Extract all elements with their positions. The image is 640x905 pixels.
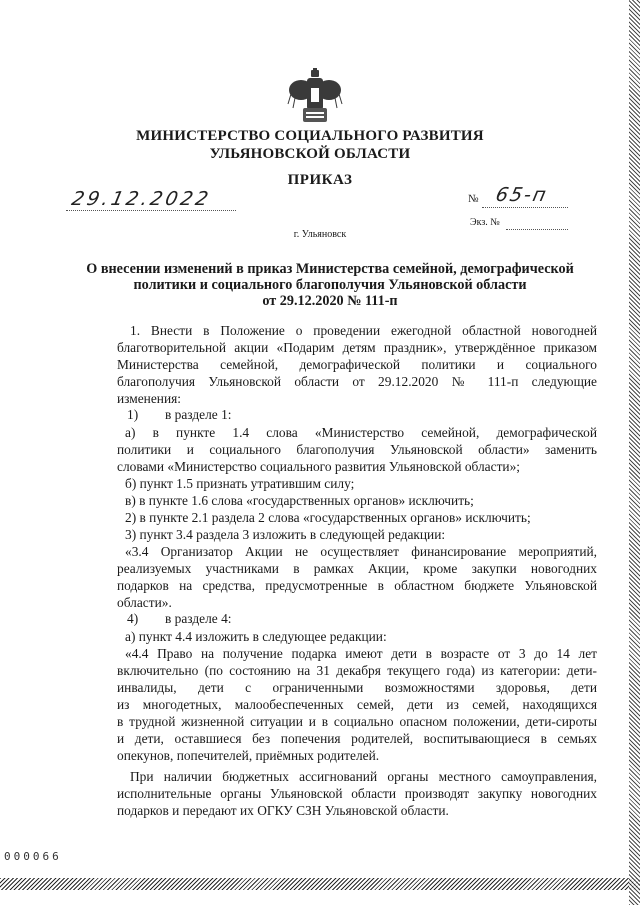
body-line: благотворительной акции «Подарим детям праздник», утверждённое приказом <box>117 340 597 355</box>
order-title-line2: политики и социального благополучия Ульяновской области <box>133 277 527 293</box>
scan-edge-bottom <box>0 878 640 890</box>
copy-number-label: Экз. № <box>470 217 500 228</box>
body-line: опекунов, попечителей, приёмных родителей. <box>117 748 380 763</box>
body-line: реализуемых участниками в рамках Акции, кроме закупки новогодних <box>117 561 597 576</box>
document-type: ПРИКАЗ <box>287 172 353 188</box>
body-line: и дети, оставшиеся без попечения родителей, воспитывающиеся в семьях <box>117 731 597 746</box>
body-line: политики и социального благополучия Ульяновской области» заменить <box>117 442 597 457</box>
list-number: 1) <box>127 407 139 422</box>
copy-number-underline <box>506 229 568 230</box>
body-line: «3.4 Организатор Акции не осуществляет финансирование мероприятий, <box>125 544 597 559</box>
body-line: в) в пункте 1.6 слова «государственных органов» исключить; <box>125 493 474 508</box>
body-line: включительно (по состоянию на 31 декабря текущего года) из категории: дети- <box>117 663 597 678</box>
body-line: 2) в пункте 2.1 раздела 2 слова «государственных органов» исключить; <box>125 510 531 525</box>
ministry-name-line2: УЛЬЯНОВСКОЙ ОБЛАСТИ <box>209 146 411 162</box>
number-underline <box>482 207 568 208</box>
body-line: Министерства семейной, демографической политики и социального <box>117 357 597 372</box>
body-line: изменения: <box>117 391 182 406</box>
body-line: словами «Министерство социального развития Ульяновской области»; <box>117 459 521 474</box>
date-underline <box>66 210 236 211</box>
body-line: исполнительные органы Ульяновской области производят закупку новогодних <box>117 786 597 801</box>
body-line: а) пункт 4.4 изложить в следующее редакции: <box>125 629 387 644</box>
body-line: области». <box>117 595 172 610</box>
body-line: инвалиды, дети с ограниченными возможностями здоровья, дети <box>117 680 597 695</box>
handwritten-number: 65-п <box>493 184 550 206</box>
body-line: «4.4 Право на получение подарка имеют дети в возрасте от 3 до 14 лет <box>125 646 597 661</box>
order-title-line1: О внесении изменений в приказ Министерства семейной, демографической <box>86 261 574 277</box>
city-name: г. Ульяновск <box>293 229 347 240</box>
number-label: № <box>468 193 479 205</box>
body-line: а) в пункте 1.4 слова «Министерство семейной, демографической <box>125 425 597 440</box>
body-line: 1. Внести в Положение о проведении ежегодной областной новогодней <box>130 323 597 338</box>
list-item-text: в разделе 1: <box>165 407 232 422</box>
handwritten-date: 29.12.2022 <box>69 188 214 210</box>
coat-of-arms-emblem <box>287 68 343 126</box>
page-number-stamp: 000066 <box>4 850 62 863</box>
body-line: благополучия Ульяновской области от 29.12.2020 № 111-п следующие <box>117 374 597 389</box>
list-item-text: в разделе 4: <box>165 611 232 626</box>
body-line: подарков на средства, предусмотренные в областном бюджете Ульяновской <box>117 578 597 593</box>
order-title-line3: от 29.12.2020 № 111-п <box>262 293 398 309</box>
body-line: в трудной жизненной ситуации и в социально опасном положении, дети-сироты <box>117 714 597 729</box>
scan-edge-right <box>629 0 640 905</box>
body-line: подарков и передают их ОГКУ СЗН Ульяновской области. <box>117 803 449 818</box>
body-line: б) пункт 1.5 признать утратившим силу; <box>125 476 355 491</box>
ministry-name-line1: МИНИСТЕРСТВО СОЦИАЛЬНОГО РАЗВИТИЯ <box>136 128 484 144</box>
body-line: из многодетных, малообеспеченных семей, дети из семей, находящихся <box>117 697 597 712</box>
body-line: При наличии бюджетных ассигнований органы местного самоуправления, <box>130 769 597 784</box>
body-line: 3) пункт 3.4 раздела 3 изложить в следующей редакции: <box>125 527 446 542</box>
list-number: 4) <box>127 611 139 626</box>
